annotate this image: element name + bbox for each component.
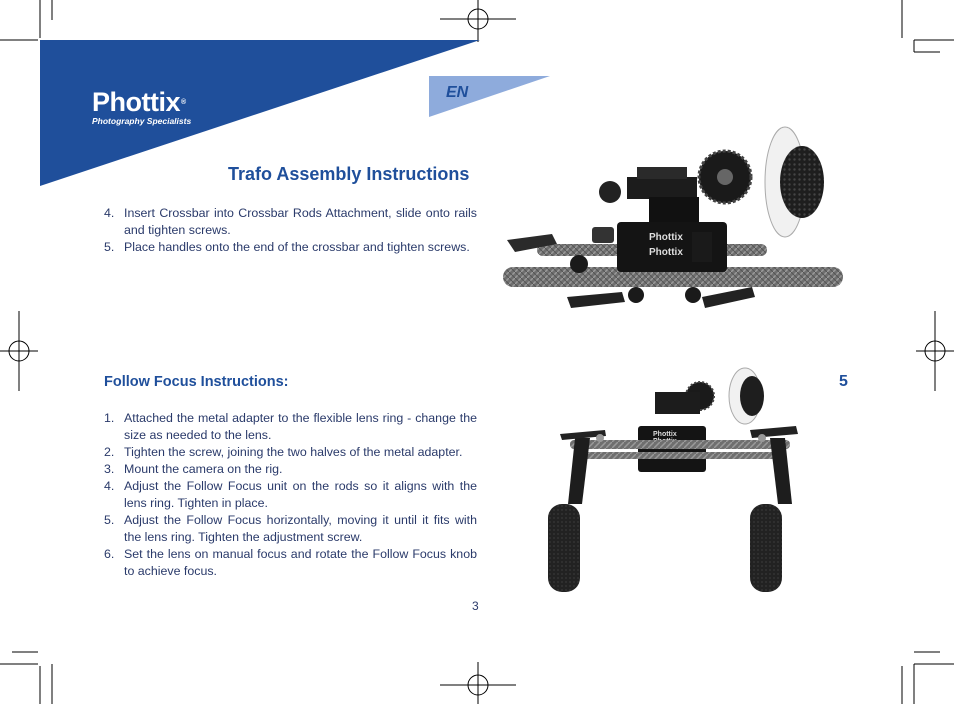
page-title: Trafo Assembly Instructions — [228, 164, 470, 184]
list-item — [104, 410, 477, 444]
list-item-number: 4. — [104, 206, 115, 220]
list-item-number: 3. — [104, 462, 115, 476]
header-banner — [0, 0, 560, 190]
list-item-text: Attached the metal adapter to the flexible lens ring - change the size as needed to the lens. — [124, 411, 477, 442]
follow-focus-heading: Follow Focus Instructions: — [104, 374, 289, 390]
list-item — [104, 239, 477, 256]
svg-text:Phottix: Phottix — [649, 247, 683, 258]
page-number: 3 — [472, 599, 479, 613]
list-item — [104, 546, 477, 580]
list-item-number: 2. — [104, 445, 115, 459]
registered-mark: ® — [181, 99, 186, 106]
svg-text:Phottix: Phottix — [649, 232, 683, 243]
list-item — [104, 444, 477, 461]
brand-name: Phottix — [92, 87, 180, 117]
list-item-number: 5. — [104, 513, 115, 527]
follow-focus-rig-photo — [540, 364, 820, 596]
list-item-number: 4. — [104, 479, 115, 493]
svg-text:Phottix: Phottix — [653, 431, 677, 438]
list-item — [104, 512, 477, 546]
list-item-number: 1. — [104, 411, 115, 425]
list-item — [104, 461, 477, 478]
list-item-text: Adjust the Follow Focus horizontally, moving it until it fits with the lens ring. Tighten the adjustment screw. — [124, 513, 477, 544]
step-number-badge: 5 — [839, 373, 848, 390]
list-item-text: Tighten the screw, joining the two halves of the metal adapter. — [124, 445, 463, 459]
list-item — [104, 205, 477, 239]
follow-focus-steps-list — [104, 410, 477, 580]
brand-tagline: Photography Specialists — [92, 116, 192, 126]
list-item-text: Mount the camera on the rig. — [124, 462, 283, 476]
trafo-rig-photo — [497, 122, 849, 322]
language-tag: EN — [446, 84, 469, 101]
list-item-number: 6. — [104, 547, 115, 561]
trafo-steps-list — [104, 205, 477, 256]
list-item-text: Place handles onto the end of the crossbar and tighten screws. — [124, 240, 470, 254]
list-item-text: Insert Crossbar into Crossbar Rods Attachment, slide onto rails and tighten screws. — [124, 206, 477, 237]
list-item-number: 5. — [104, 240, 115, 254]
brand-logo — [92, 89, 191, 126]
list-item — [104, 478, 477, 512]
list-item-text: Adjust the Follow Focus unit on the rods so it aligns with the lens ring. Tighten in place. — [124, 479, 477, 510]
list-item-text: Set the lens on manual focus and rotate the Follow Focus knob to achieve focus. — [124, 547, 477, 578]
